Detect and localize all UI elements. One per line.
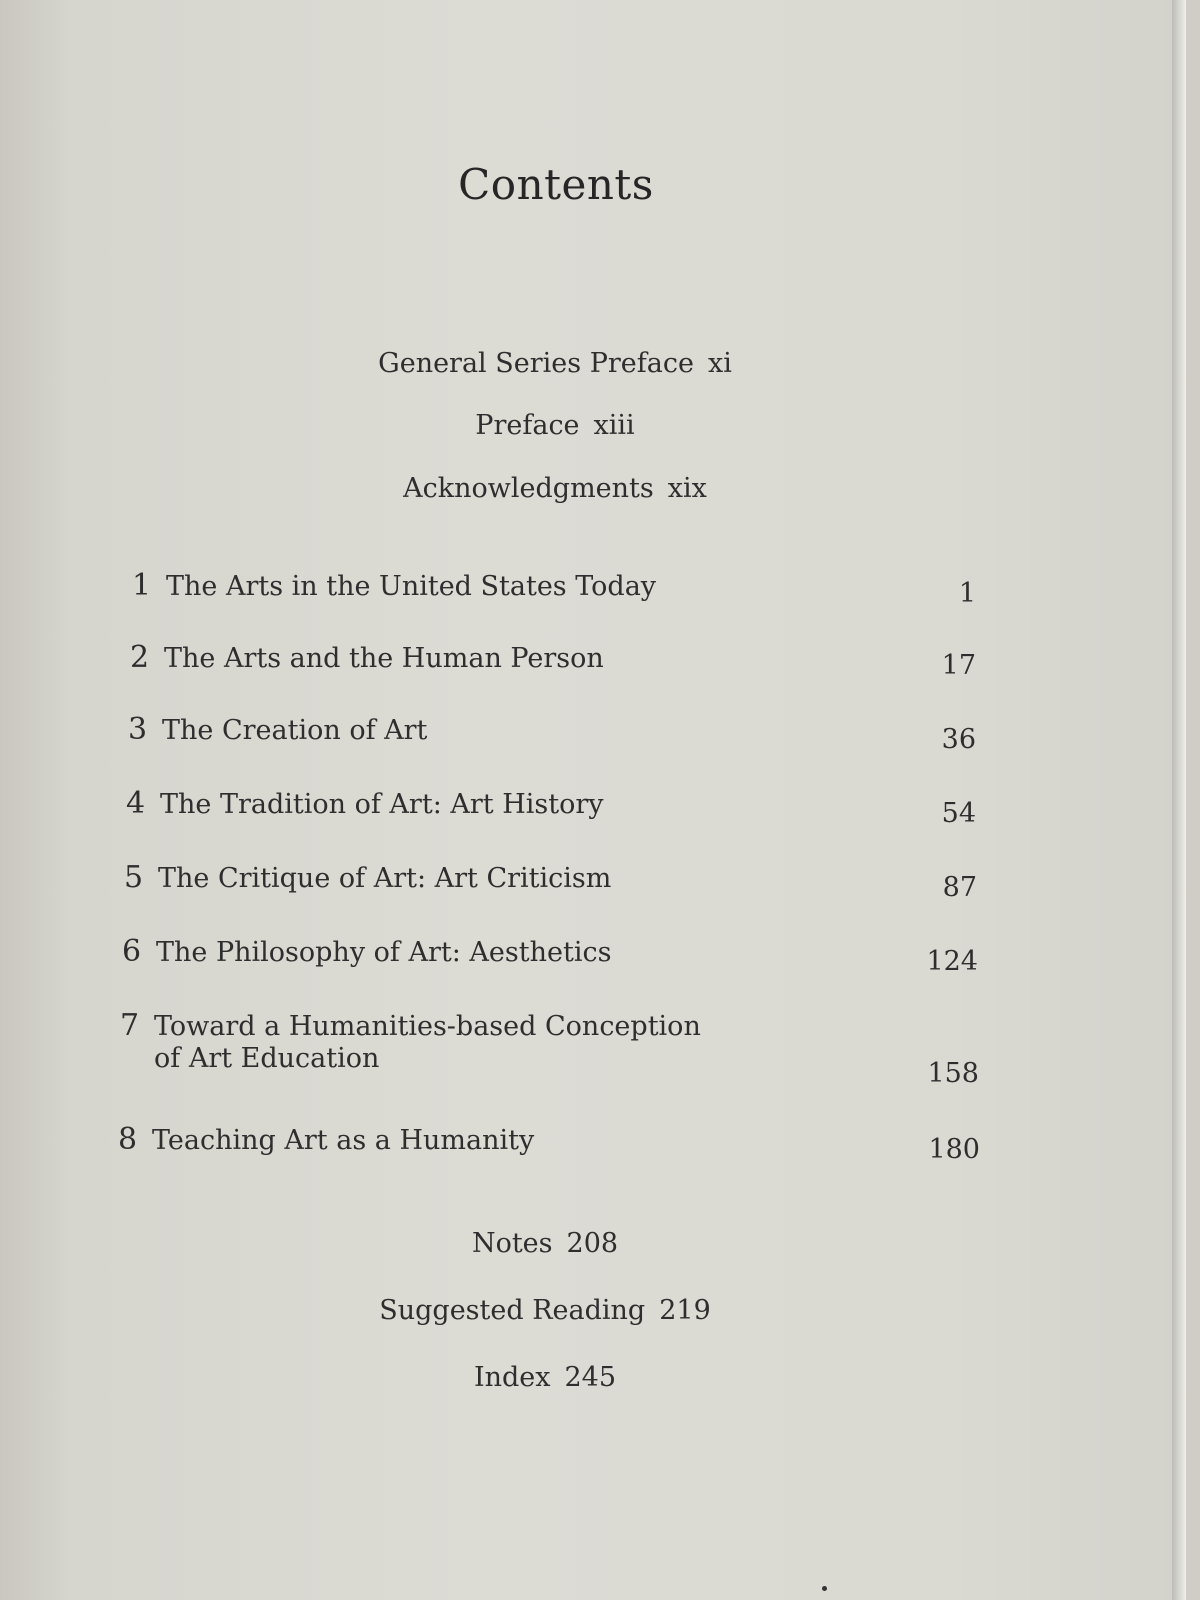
chapter-entry <box>120 1008 701 1074</box>
entry-page: xiii <box>593 410 635 441</box>
back-matter-entry <box>0 1362 1090 1393</box>
chapter-entry <box>128 712 427 747</box>
chapter-page: 1 <box>958 578 976 609</box>
chapter-title: The Arts in the United States Today <box>166 571 657 602</box>
entry-page: 219 <box>659 1295 711 1326</box>
back-matter-entry <box>0 1228 1090 1259</box>
chapter-page: 17 <box>941 650 976 681</box>
chapter-entry <box>130 640 604 675</box>
chapter-entry <box>122 934 611 969</box>
front-matter-entry <box>0 348 1110 379</box>
chapter-page: 180 <box>928 1134 980 1165</box>
chapter-page: 36 <box>941 724 976 755</box>
entry-page: xix <box>667 473 707 504</box>
chapter-entry <box>132 568 656 603</box>
entry-label: Suggested Reading <box>379 1295 646 1326</box>
entry-label: Acknowledgments <box>403 473 654 504</box>
chapter-page: 158 <box>927 1058 979 1089</box>
chapter-title: The Tradition of Art: Art History <box>160 789 604 820</box>
chapter-title: The Philosophy of Art: Aesthetics <box>156 937 612 968</box>
chapter-number: 1 <box>132 568 152 603</box>
chapter-entry <box>126 786 604 821</box>
chapter-title: Toward a Humanities-based Conception <box>154 1011 701 1042</box>
chapter-number: 4 <box>126 786 146 821</box>
page-title: Contents <box>458 160 654 209</box>
entry-page: xi <box>707 348 732 379</box>
chapter-number: 8 <box>118 1122 138 1157</box>
chapter-number: 2 <box>130 640 150 675</box>
entry-label: General Series Preface <box>378 348 694 379</box>
chapter-title: The Creation of Art <box>162 715 428 746</box>
entry-page: 208 <box>566 1228 619 1259</box>
chapter-page: 54 <box>941 798 976 829</box>
chapter-entry <box>124 860 611 895</box>
chapter-title: The Critique of Art: Art Criticism <box>158 863 612 894</box>
front-matter-entry <box>0 473 1110 504</box>
chapter-page: 87 <box>942 872 977 903</box>
chapter-number: 3 <box>128 712 148 747</box>
chapter-number: 6 <box>122 934 142 969</box>
entry-label: Notes <box>471 1228 553 1259</box>
chapter-title-continued: of Art Education <box>154 1043 380 1074</box>
chapter-number: 5 <box>124 860 144 895</box>
page-edge <box>1172 0 1186 1600</box>
chapter-title: The Arts and the Human Person <box>164 643 604 674</box>
entry-label: Preface <box>475 410 580 441</box>
chapter-page: 124 <box>926 946 978 977</box>
back-matter-entry <box>0 1295 1090 1326</box>
entry-label: Index <box>473 1362 551 1393</box>
chapter-title: Teaching Art as a Humanity <box>152 1125 535 1156</box>
ink-speck <box>822 1586 827 1591</box>
front-matter-entry <box>0 410 1110 441</box>
chapter-entry <box>118 1122 534 1157</box>
chapter-number: 7 <box>120 1008 140 1043</box>
entry-page: 245 <box>564 1362 617 1393</box>
